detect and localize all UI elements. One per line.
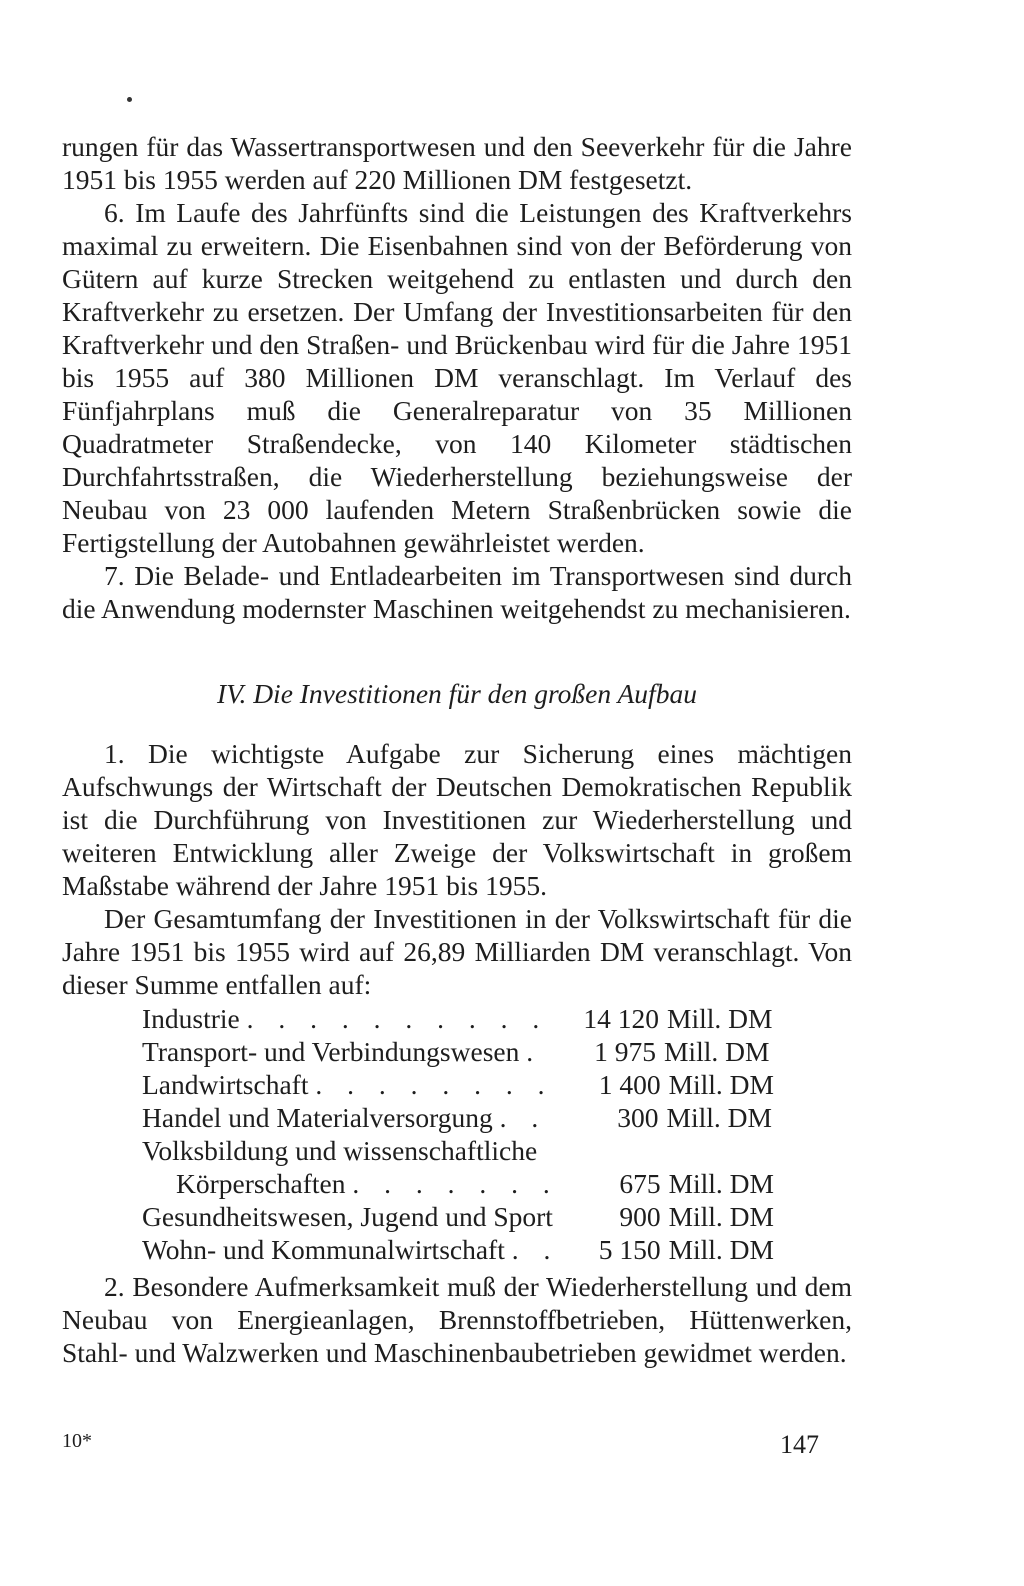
allocation-value: 5 150 bbox=[598, 1234, 661, 1265]
investment-allocation-list bbox=[142, 1002, 774, 1266]
allocation-value: 1 975 bbox=[594, 1036, 656, 1067]
allocation-row bbox=[142, 1233, 774, 1266]
section-heading: IV. Die Investitionen für den großen Aufbau bbox=[217, 678, 697, 709]
allocation-unit: Mill. DM bbox=[668, 1201, 774, 1232]
allocation-label: Transport- und Verbindungswesen bbox=[142, 1036, 520, 1067]
leader-dots: . . . . . . . bbox=[352, 1168, 559, 1199]
paragraph-totals: Der Gesamtumfang der Investitionen in der Volkswirtschaft für die Jahre 1951 bis 1955 wird auf 26,89 Milliarden DM veranschlagt. Von dieser Summe entfallen auf: bbox=[62, 903, 852, 1000]
allocation-unit: Mill. DM bbox=[667, 1003, 773, 1034]
paragraph-continuation: rungen für das Wassertransportwesen und den Seeverkehr für die Jahre 1951 bis 1955 werden auf 220 Millionen DM festgesetzt. bbox=[62, 131, 852, 195]
body-text-bottom bbox=[62, 1270, 852, 1369]
allocation-unit: Mill. DM bbox=[666, 1102, 772, 1133]
allocation-row bbox=[142, 1035, 774, 1068]
allocation-value: 300 bbox=[617, 1102, 659, 1133]
allocation-label: Körperschaften bbox=[176, 1168, 346, 1199]
allocation-unit: Mill. DM bbox=[668, 1168, 774, 1199]
paragraph-2: 2. Besondere Aufmerksamkeit muß der Wiederherstellung und dem Neubau von Energieanlagen, Brennstoffbetrieben, Hüttenwerken, Stahl- und Walzwerken und Maschinenbaubetrieben gewidmet werden. bbox=[62, 1271, 852, 1368]
allocation-label: Gesundheitswesen, Jugend und Sport bbox=[142, 1201, 553, 1232]
signature-mark: 10* bbox=[62, 1430, 92, 1452]
allocation-row bbox=[142, 1134, 774, 1167]
allocation-label: Landwirtschaft bbox=[142, 1069, 309, 1100]
paragraph-6: 6. Im Laufe des Jahrfünfts sind die Leistungen des Kraftverkehrs maximal zu erweitern. Die Eisenbahnen sind von der Beförderung von Gütern auf kurze Strecken weitgehend zu entlasten und durch den Kraftverkehr zu ersetzen. Der Umfang der Investitionsarbeiten für den Kraftverkehr und den Straßen- und Brückenbau wird für die Jahre 1951 bis 1955 auf 380 Millionen DM veranschlagt. Im Verlauf des Fünfjahrplans muß die Generalreparatur von 35 Millionen Quadratmeter Straßendecke, von 140 Kilometer städtischen Durchfahrtsstraßen, die Wiederherstellung beziehungsweise der Neubau von 23 000 laufenden Metern Straßenbrücken sowie die Fertigstellung der Autobahnen gewährleistet werden. bbox=[62, 197, 852, 558]
allocation-unit: Mill. DM bbox=[663, 1036, 770, 1067]
allocation-row bbox=[142, 1101, 774, 1134]
leader-dots: . . . . . . . . bbox=[315, 1069, 554, 1100]
allocation-unit: Mill. DM bbox=[668, 1069, 774, 1100]
body-text-mid bbox=[62, 737, 852, 1001]
allocation-value: 675 bbox=[619, 1168, 661, 1199]
leader-dots: . . bbox=[511, 1234, 560, 1265]
allocation-value: 14 120 bbox=[583, 1003, 660, 1034]
allocation-row bbox=[142, 1167, 774, 1200]
body-text-top bbox=[62, 130, 852, 625]
allocation-label: Industrie bbox=[142, 1003, 240, 1034]
allocation-label: Wohn- und Kommunalwirtschaft bbox=[142, 1234, 505, 1265]
paragraph-7: 7. Die Belade- und Entladearbeiten im Transportwesen sind durch die Anwendung modernster Maschinen weitgehendst zu mechanisieren. bbox=[62, 560, 852, 624]
allocation-row bbox=[142, 1200, 774, 1233]
paragraph-1: 1. Die wichtigste Aufgabe zur Sicherung eines mächtigen Aufschwungs der Wirtschaft der Deutschen Demokratischen Republik ist die Durchführung von Investitionen zur Wiederherstellung und weiteren Entwicklung aller Zweige der Volkswirtschaft in großem Maßstabe während der Jahre 1951 bis 1955. bbox=[62, 738, 852, 901]
leader-dots: . bbox=[526, 1036, 543, 1067]
allocation-unit: Mill. DM bbox=[668, 1234, 774, 1265]
leader-dots: . . bbox=[499, 1102, 548, 1133]
allocation-value: 1 400 bbox=[598, 1069, 661, 1100]
page-number: 147 bbox=[780, 1430, 819, 1459]
leader-dots: . . . . . . . . . . bbox=[246, 1003, 549, 1034]
allocation-label: Volksbildung und wissenschaftliche bbox=[142, 1135, 538, 1166]
allocation-value: 900 bbox=[619, 1201, 661, 1232]
allocation-label: Handel und Materialversorgung bbox=[142, 1102, 493, 1133]
allocation-row bbox=[142, 1068, 774, 1101]
allocation-row bbox=[142, 1002, 774, 1035]
print-mark bbox=[127, 97, 132, 102]
